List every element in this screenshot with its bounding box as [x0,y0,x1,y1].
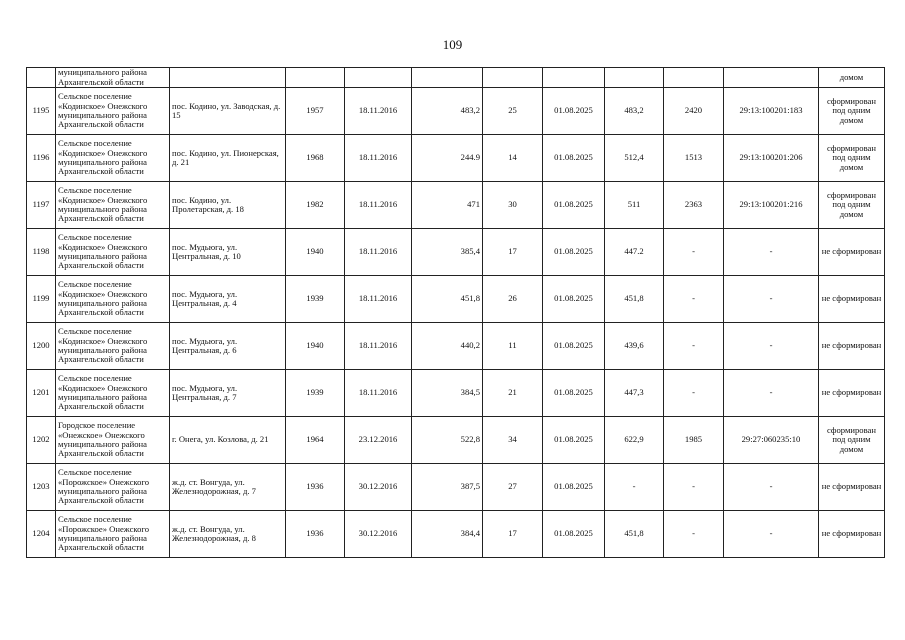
cell-land-area: 1985 [664,417,724,464]
cell-cadastral: 29:27:060235:10 [724,417,819,464]
cell-settlement: Сельское поселение «Порожское» Онежского муниципального района Архангельской области [56,511,170,558]
cell-address: пос. Мудьюга, ул. Центральная, д. 10 [170,229,286,276]
cell-cadastral: - [724,323,819,370]
cell-date-planned: 01.08.2025 [543,464,605,511]
cell-date-recognized: 18.11.2016 [345,135,412,182]
cell-cadastral: - [724,229,819,276]
cell-area2: 451,8 [605,511,664,558]
cell-status: сформирован под одним домом [819,88,885,135]
cell-land-area: - [664,276,724,323]
cell-year [286,68,345,88]
cell-area2: 511 [605,182,664,229]
cell-cadastral: - [724,370,819,417]
cell-residents: 21 [483,370,543,417]
cell-residents: 34 [483,417,543,464]
cell-area: 384,4 [412,511,483,558]
table-row [27,370,885,417]
cell-residents: 25 [483,88,543,135]
cell-area: 385,4 [412,229,483,276]
cell-date-planned: 01.08.2025 [543,182,605,229]
cell-date-recognized: 30.12.2016 [345,511,412,558]
cell-settlement: Сельское поселение «Порожское» Онежского муниципального района Архангельской области [56,464,170,511]
cell-year: 1936 [286,511,345,558]
table-row [27,88,885,135]
cell-date-planned: 01.08.2025 [543,370,605,417]
cell-year: 1968 [286,135,345,182]
cell-num: 1204 [27,511,56,558]
cell-settlement: Сельское поселение «Кодинское» Онежского муниципального района Архангельской области [56,182,170,229]
cell-num: 1198 [27,229,56,276]
cell-residents: 26 [483,276,543,323]
cell-area: 471 [412,182,483,229]
table-row [27,135,885,182]
cell-address [170,68,286,88]
cell-area2: 622,9 [605,417,664,464]
cell-area2 [605,68,664,88]
cell-date-planned: 01.08.2025 [543,135,605,182]
cell-date-planned: 01.08.2025 [543,417,605,464]
cell-area2: 447.2 [605,229,664,276]
cell-status: сформирован под одним домом [819,417,885,464]
cell-settlement: Сельское поселение «Кодинское» Онежского муниципального района Архангельской области [56,323,170,370]
cell-settlement: Городское поселение «Онежское» Онежского муниципального района Архангельской области [56,417,170,464]
cell-year: 1940 [286,323,345,370]
cell-date-recognized: 30.12.2016 [345,464,412,511]
cell-cadastral [724,68,819,88]
cell-land-area: - [664,511,724,558]
table-row [27,511,885,558]
cell-date-recognized: 23.12.2016 [345,417,412,464]
cell-address: пос. Мудьюга, ул. Центральная, д. 7 [170,370,286,417]
cell-area: 451,8 [412,276,483,323]
cell-address: г. Онега, ул. Козлова, д. 21 [170,417,286,464]
table-row [27,229,885,276]
cell-settlement: Сельское поселение «Кодинское» Онежского муниципального района Архангельской области [56,370,170,417]
cell-residents: 30 [483,182,543,229]
cell-address: ж.д. ст. Вонгуда, ул. Железнодорожная, д. 7 [170,464,286,511]
cell-area2: 483,2 [605,88,664,135]
cell-date-recognized: 18.11.2016 [345,88,412,135]
cell-status: не сформирован [819,370,885,417]
cell-cadastral: - [724,511,819,558]
cell-area2: 447,3 [605,370,664,417]
cell-land-area: 1513 [664,135,724,182]
page-number: 109 [442,37,463,52]
cell-num: 1195 [27,88,56,135]
cell-date-recognized: 18.11.2016 [345,276,412,323]
cell-address: ж.д. ст. Вонгуда, ул. Железнодорожная, д. 8 [170,511,286,558]
cell-num: 1200 [27,323,56,370]
cell-address: пос. Кодино, ул. Заводская, д. 15 [170,88,286,135]
cell-date-recognized: 18.11.2016 [345,229,412,276]
cell-year: 1940 [286,229,345,276]
cell-area: 440,2 [412,323,483,370]
cell-date-recognized: 18.11.2016 [345,323,412,370]
cell-area2: 451,8 [605,276,664,323]
cell-year: 1936 [286,464,345,511]
cell-settlement: муниципального района Архангельской области [56,68,170,88]
cell-date-recognized: 18.11.2016 [345,182,412,229]
cell-residents [483,68,543,88]
cell-residents: 14 [483,135,543,182]
cell-cadastral: 29:13:100201:206 [724,135,819,182]
cell-date-planned [543,68,605,88]
cell-year: 1939 [286,370,345,417]
cell-date-planned: 01.08.2025 [543,229,605,276]
table-row-continuation [27,68,885,88]
cell-area: 384,5 [412,370,483,417]
cell-cadastral: - [724,276,819,323]
cell-date-planned: 01.08.2025 [543,88,605,135]
table-row [27,323,885,370]
cell-area: 483,2 [412,88,483,135]
cell-address: пос. Мудьюга, ул. Центральная, д. 6 [170,323,286,370]
cell-num: 1196 [27,135,56,182]
cell-area2: 512,4 [605,135,664,182]
cell-year: 1964 [286,417,345,464]
cell-settlement: Сельское поселение «Кодинское» Онежского муниципального района Архангельской области [56,135,170,182]
cell-area: 387,5 [412,464,483,511]
cell-land-area: - [664,464,724,511]
cell-residents: 11 [483,323,543,370]
cell-land-area: - [664,323,724,370]
cell-status: домом [819,68,885,88]
table-body [27,68,885,558]
cell-num: 1203 [27,464,56,511]
table-row [27,417,885,464]
table-row [27,464,885,511]
cell-cadastral: 29:13:100201:216 [724,182,819,229]
cell-address: пос. Мудьюга, ул. Центральная, д. 4 [170,276,286,323]
cell-status: не сформирован [819,276,885,323]
cell-area [412,68,483,88]
cell-year: 1939 [286,276,345,323]
cell-residents: 27 [483,464,543,511]
cell-settlement: Сельское поселение «Кодинское» Онежского муниципального района Архангельской области [56,229,170,276]
cell-residents: 17 [483,229,543,276]
cell-date-recognized [345,68,412,88]
cell-date-planned: 01.08.2025 [543,276,605,323]
cell-status: не сформирован [819,464,885,511]
cell-area: 522,8 [412,417,483,464]
cell-land-area: - [664,229,724,276]
cell-status: не сформирован [819,229,885,276]
table-row [27,182,885,229]
cell-residents: 17 [483,511,543,558]
cell-year: 1957 [286,88,345,135]
cell-address: пос. Кодино, ул. Пролетарская, д. 18 [170,182,286,229]
cell-status: сформирован под одним домом [819,182,885,229]
table-row [27,276,885,323]
cell-num: 1202 [27,417,56,464]
cell-cadastral: - [724,464,819,511]
cell-num: 1201 [27,370,56,417]
cell-area: 244.9 [412,135,483,182]
cell-date-recognized: 18.11.2016 [345,370,412,417]
cell-area2: - [605,464,664,511]
cell-num: 1199 [27,276,56,323]
cell-date-planned: 01.08.2025 [543,511,605,558]
cell-land-area [664,68,724,88]
cell-area2: 439,6 [605,323,664,370]
cell-land-area: 2363 [664,182,724,229]
cell-address: пос. Кодино, ул. Пионерская, д. 21 [170,135,286,182]
cell-land-area: 2420 [664,88,724,135]
cell-status: сформирован под одним домом [819,135,885,182]
cell-status: не сформирован [819,511,885,558]
cell-date-planned: 01.08.2025 [543,323,605,370]
cell-status: не сформирован [819,323,885,370]
cell-settlement: Сельское поселение «Кодинское» Онежского муниципального района Архангельской области [56,88,170,135]
cell-cadastral: 29:13:100201:183 [724,88,819,135]
cell-year: 1982 [286,182,345,229]
housing-registry-table [26,67,885,558]
cell-settlement: Сельское поселение «Кодинское» Онежского муниципального района Архангельской области [56,276,170,323]
cell-num [27,68,56,88]
cell-land-area: - [664,370,724,417]
cell-num: 1197 [27,182,56,229]
